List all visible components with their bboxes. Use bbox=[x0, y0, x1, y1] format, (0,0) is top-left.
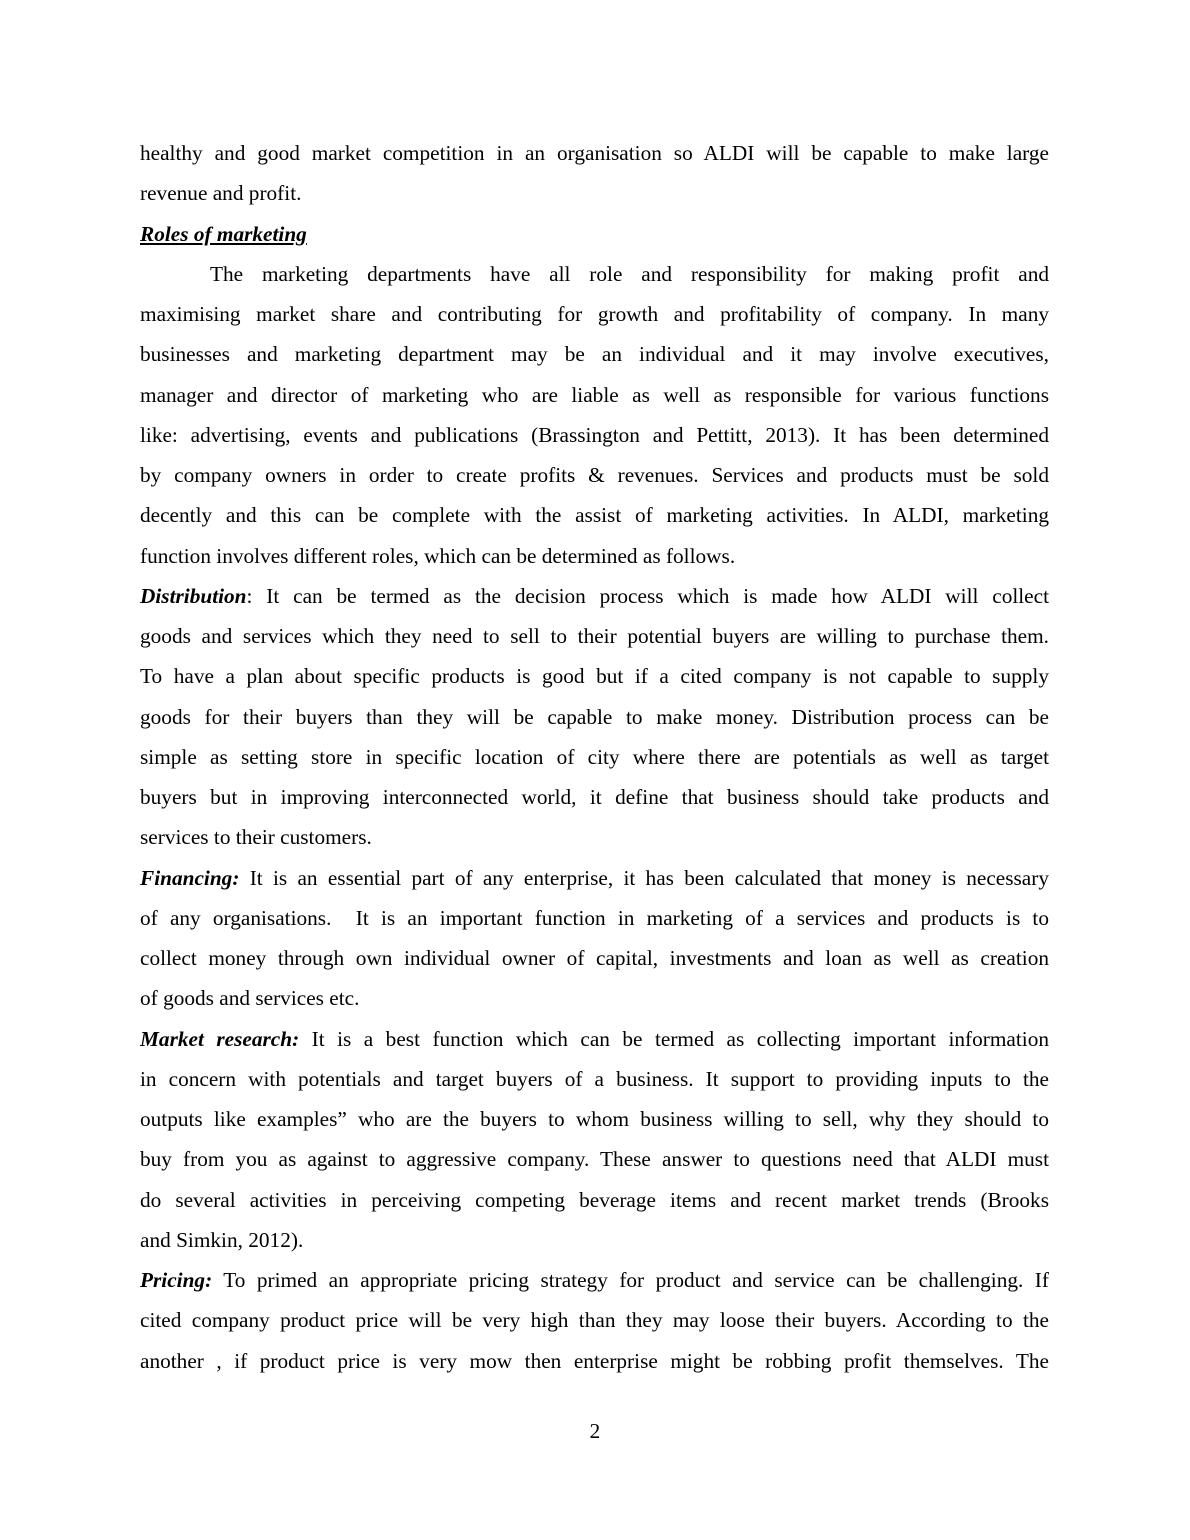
text-line bbox=[140, 978, 1049, 1018]
line-text: of goods and services etc. bbox=[140, 986, 360, 1011]
paragraph-lead-term: Distribution bbox=[140, 583, 247, 608]
text-line bbox=[140, 1180, 1049, 1220]
line-text: revenue and profit. bbox=[140, 181, 302, 206]
line-text: buyers but in improving interconnected world, it define that business should take products and bbox=[140, 785, 1049, 809]
line-text: maximising market share and contributing for growth and profitability of company. In many bbox=[140, 302, 1049, 326]
text-line bbox=[140, 616, 1049, 656]
paragraph bbox=[140, 133, 1049, 214]
line-text: It is an essential part of any enterprise, it has been calculated that money is necessary bbox=[239, 865, 1049, 890]
line-text: collect money through own individual owner of capital, investments and loan as well as creation bbox=[140, 946, 1049, 970]
text-line bbox=[140, 536, 1049, 576]
text-line bbox=[140, 938, 1049, 978]
text-line bbox=[140, 375, 1049, 415]
text-line bbox=[140, 1099, 1049, 1139]
text-line bbox=[140, 455, 1049, 495]
line-text: like: advertising, events and publications (Brassington and Pettitt, 2013). It has been determined bbox=[140, 422, 1049, 447]
text-line bbox=[140, 1300, 1049, 1340]
line-text: It is a best function which can be termed as collecting important information bbox=[299, 1026, 1049, 1051]
section-heading: Roles of marketing bbox=[140, 221, 307, 246]
text-line bbox=[140, 656, 1049, 696]
line-text: outputs like examples” who are the buyers to whom business willing to sell, why they should to bbox=[140, 1107, 1049, 1131]
line-text: function involves different roles, which can be determined as follows. bbox=[140, 543, 736, 568]
text-line bbox=[140, 817, 1049, 857]
paragraph bbox=[140, 576, 1049, 858]
line-text: decently and this can be complete with the assist of marketing activities. In ALDI, marketing bbox=[140, 503, 1049, 528]
line-text: The marketing departments have all role and responsibility for making profit and bbox=[210, 261, 1049, 286]
paragraph-lead-term: Financing: bbox=[140, 865, 240, 890]
text-line bbox=[140, 294, 1049, 334]
text-line bbox=[140, 777, 1049, 817]
paragraph-lead-term: Market research: bbox=[140, 1026, 300, 1051]
line-text: and Simkin, 2012). bbox=[140, 1227, 304, 1252]
text-line bbox=[140, 415, 1049, 455]
paragraph bbox=[140, 1019, 1049, 1261]
line-text: : It can be termed as the decision process which is made how ALDI will collect bbox=[246, 583, 1049, 608]
document-body bbox=[140, 133, 1049, 1381]
text-line bbox=[140, 173, 1049, 213]
paragraph bbox=[140, 1260, 1049, 1381]
line-text: in concern with potentials and target buyers of a business. It support to providing inputs to the bbox=[140, 1066, 1049, 1091]
line-text: buy from you as against to aggressive company. These answer to questions need that ALDI must bbox=[140, 1147, 1049, 1172]
line-text: goods and services which they need to sell to their potential buyers are willing to purchase them. bbox=[140, 624, 1049, 648]
line-text: of any organisations. It is an important function in marketing of a services and products is to bbox=[140, 905, 1049, 930]
text-line bbox=[140, 697, 1049, 737]
line-text: healthy and good market competition in an organisation so ALDI will be capable to make large bbox=[140, 141, 1049, 165]
text-line bbox=[140, 1220, 1049, 1260]
line-text: simple as setting store in specific location of city where there are potentials as well as target bbox=[140, 744, 1049, 769]
line-text: businesses and marketing department may be an individual and it may involve executives, bbox=[140, 342, 1049, 367]
text-line bbox=[140, 737, 1049, 777]
text-line bbox=[140, 1341, 1049, 1381]
text-line bbox=[140, 858, 1049, 898]
paragraph bbox=[140, 858, 1049, 1019]
line-text: another , if product price is very mow then enterprise might be robbing profit themselves. The bbox=[140, 1348, 1049, 1373]
text-line bbox=[140, 1139, 1049, 1179]
line-text: manager and director of marketing who are liable as well as responsible for various functions bbox=[140, 382, 1049, 407]
text-line bbox=[140, 898, 1049, 938]
line-text: To primed an appropriate pricing strategy for product and service can be challenging. If bbox=[212, 1268, 1049, 1292]
line-text: do several activities in perceiving competing beverage items and recent market trends (Brooks bbox=[140, 1187, 1049, 1212]
text-line bbox=[140, 334, 1049, 374]
line-text: by company owners in order to create profits & revenues. Services and products must be sold bbox=[140, 463, 1049, 487]
text-line bbox=[140, 495, 1049, 535]
paragraph-lead-term: Pricing: bbox=[140, 1268, 213, 1292]
text-line bbox=[140, 254, 1049, 294]
line-text: services to their customers. bbox=[140, 825, 372, 850]
text-line bbox=[140, 576, 1049, 616]
text-line bbox=[140, 1260, 1049, 1300]
paragraph bbox=[140, 254, 1049, 576]
line-text: cited company product price will be very high than they may loose their buyers. According to the bbox=[140, 1308, 1049, 1333]
text-line bbox=[140, 1019, 1049, 1059]
text-line bbox=[140, 133, 1049, 173]
page-number: 2 bbox=[589, 1419, 601, 1443]
text-line bbox=[140, 1059, 1049, 1099]
line-text: goods for their buyers than they will be capable to make money. Distribution process can be bbox=[140, 704, 1049, 729]
line-text: To have a plan about specific products is good but if a cited company is not capable to supply bbox=[140, 664, 1049, 689]
